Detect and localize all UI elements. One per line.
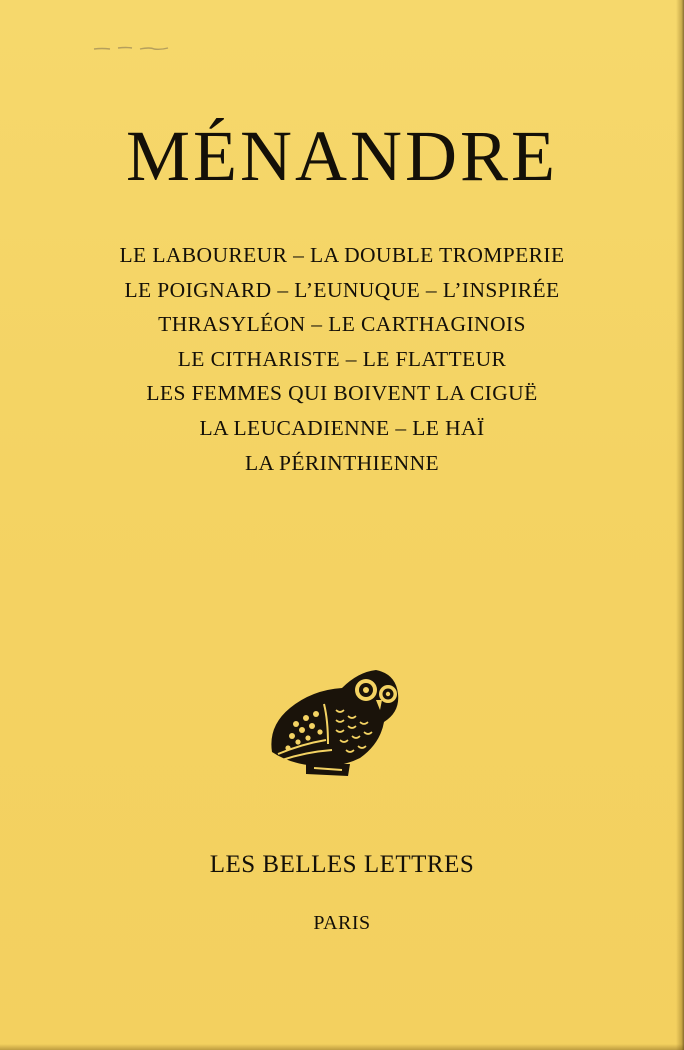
work-titles-list xyxy=(0,238,684,480)
ink-smudge-mark xyxy=(92,44,170,52)
work-title-line: LE POIGNARD – L’EUNUQUE – L’INSPIRÉE xyxy=(124,277,560,302)
publisher-name: LES BELLES LETTRES xyxy=(209,851,475,878)
cover-right-edge xyxy=(676,0,684,1050)
work-title-line: LA PÉRINTHIENNE xyxy=(244,450,440,475)
work-title-line: LA LEUCADIENNE – LE HAÏ xyxy=(199,415,485,440)
author-title: MÉNANDRE xyxy=(126,116,558,196)
owl-icon xyxy=(262,660,402,780)
cover-bottom-edge xyxy=(0,1044,684,1050)
work-title-line: LES FEMMES QUI BOIVENT LA CIGUË xyxy=(146,381,538,406)
work-title-line: LE CITHARISTE – LE FLATTEUR xyxy=(177,346,507,371)
work-title-line: LE LABOUREUR – LA DOUBLE TROMPERIE xyxy=(119,243,565,267)
work-title-line: THRASYLÉON – LE CARTHAGINOIS xyxy=(158,312,526,337)
publisher-city: PARIS xyxy=(313,912,371,934)
